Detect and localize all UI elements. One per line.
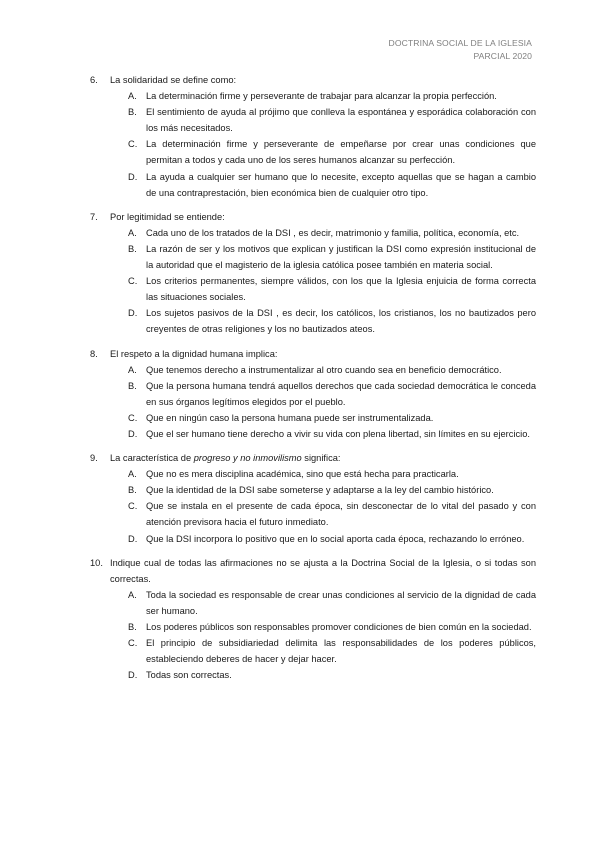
option-text: El sentimiento de ayuda al prójimo que conlleva la espontánea y esporádica colaboración con los más necesitados. (146, 107, 536, 134)
option-letter: D. (128, 308, 138, 319)
option-d (110, 531, 536, 547)
option-letter: D. (128, 533, 138, 544)
option-list (110, 466, 536, 546)
question-10 (90, 555, 536, 684)
option-text: Que la identidad de la DSI sabe someterse y adaptarse a la ley del cambio histórico. (146, 485, 494, 496)
option-d (110, 426, 536, 442)
option-a (110, 587, 536, 619)
option-list (110, 587, 536, 684)
question-number: 6. (90, 75, 98, 85)
question-text-italic: progreso y no inmovilismo (193, 453, 302, 464)
option-letter: B. (128, 107, 137, 118)
question-8 (90, 346, 536, 443)
option-d (110, 667, 536, 683)
option-c (110, 498, 536, 530)
option-letter: B. (128, 622, 137, 632)
question-number: 9. (90, 453, 98, 464)
option-text: Que se instala en el presente de cada época, sin desconectar de lo vital del pasado y con atención previsora hacia el futuro inmediato. (146, 501, 536, 528)
option-b (110, 482, 536, 498)
header-subtitle: PARCIAL 2020 (473, 51, 532, 61)
option-text: Los sujetos pasivos de la DSI , es decir, los católicos, los cristianos, los no bautizados pero creyentes de otras religiones y los no bautizados ateos. (146, 308, 536, 335)
question-text: Indique cual de todas las afirmaciones no se ajusta a la Doctrina Social de la Iglesia, o si todas son correctas. (110, 557, 536, 584)
question-number: 10. (90, 557, 103, 568)
question-text-end: significa: (301, 453, 341, 464)
question-text-start: La característica de (110, 453, 194, 464)
option-letter: D. (128, 670, 138, 681)
option-a (110, 225, 536, 241)
option-letter: A. (128, 91, 137, 102)
option-list (110, 88, 536, 201)
option-text: Que la persona humana tendrá aquellos derechos que cada sociedad democrática le conceda en sus órganos legítimos elegidos por el pueblo. (146, 380, 536, 407)
option-text: Los criterios permanentes, siempre válidos, con los que la Iglesia enjuicia de forma correcta las situaciones sociales. (146, 276, 536, 303)
exam-content (90, 72, 536, 691)
option-b (110, 378, 536, 410)
option-text: La determinación firme y perseverante de empeñarse por crear unas condiciones que permitan a todos y cada uno de los seres humanos alcanzar su perfección. (146, 139, 536, 166)
question-text (110, 450, 536, 466)
option-text: La razón de ser y los motivos que explican y justifican la DSI como expresión institucional de la autoridad que el magisterio de la iglesia católica posee también en materia social. (146, 243, 536, 271)
question-6 (90, 72, 536, 201)
question-text: Por legitimidad se entiende: (110, 211, 225, 222)
option-text: Que no es mera disciplina académica, sino que está hecha para practicarla. (146, 469, 459, 480)
option-c (110, 136, 536, 168)
option-letter: A. (128, 364, 137, 375)
option-text: Toda la sociedad es responsable de crear unas condiciones al servicio de la dignidad de cada ser humano. (146, 589, 536, 616)
option-b (110, 619, 536, 635)
question-text: El respeto a la dignidad humana implica: (110, 348, 278, 359)
option-letter: B. (128, 380, 137, 391)
option-letter: A. (128, 589, 137, 600)
option-letter: C. (128, 139, 138, 150)
header-title: DOCTRINA SOCIAL DE LA IGLESIA (388, 38, 532, 48)
option-letter: C. (128, 638, 138, 649)
option-text: Todas son correctas. (146, 670, 232, 681)
option-text: Que la DSI incorpora lo positivo que en lo social aporta cada época, rechazando lo erróneo. (146, 533, 525, 544)
option-d (110, 169, 536, 201)
option-text: Los poderes públicos son responsables promover condiciones de bien común en la sociedad. (146, 622, 532, 632)
option-a (110, 362, 536, 378)
question-7 (90, 209, 536, 338)
option-c (110, 273, 536, 305)
option-text: Que tenemos derecho a instrumentalizar al otro cuando sea en beneficio democrático. (146, 364, 502, 375)
option-letter: A. (128, 227, 137, 238)
option-text: La determinación firme y perseverante de trabajar para alcanzar la propia perfección. (146, 91, 497, 102)
option-text: Que el ser humano tiene derecho a vivir su vida con plena libertad, sin límites en su ejercicio. (146, 428, 530, 439)
option-letter: D. (128, 428, 138, 439)
option-text: El principio de subsidiariedad delimita las responsabilidades de los poderes públicos, estableciendo deberes de hacer y dejar hacer. (146, 638, 536, 665)
option-letter: A. (128, 469, 137, 480)
option-b (110, 104, 536, 136)
option-letter: C. (128, 276, 138, 287)
option-text: La ayuda a cualquier ser humano que lo necesite, excepto aquellas que se hagan a cambio de una contraprestación, bien económica bien de cualquier otro tipo. (146, 171, 536, 198)
question-text: La solidaridad se define como: (110, 75, 237, 85)
option-a (110, 466, 536, 482)
option-text: Cada uno de los tratados de la DSI , es decir, matrimonio y familia, política, economía, etc. (146, 227, 520, 238)
question-number: 7. (90, 211, 98, 222)
page-header (389, 37, 532, 63)
option-d (110, 305, 536, 337)
option-letter: D. (128, 171, 138, 182)
option-text: Que en ningún caso la persona humana puede ser instrumentalizada. (146, 412, 434, 423)
option-letter: C. (128, 412, 138, 423)
option-c (110, 635, 536, 667)
option-a (110, 88, 536, 104)
question-9 (90, 450, 536, 547)
option-c (110, 410, 536, 426)
option-letter: C. (128, 501, 138, 512)
question-number: 8. (90, 348, 98, 359)
option-list (110, 362, 536, 442)
option-list (110, 225, 536, 338)
option-letter: B. (128, 243, 137, 254)
option-letter: B. (128, 485, 137, 496)
option-b (110, 241, 536, 273)
